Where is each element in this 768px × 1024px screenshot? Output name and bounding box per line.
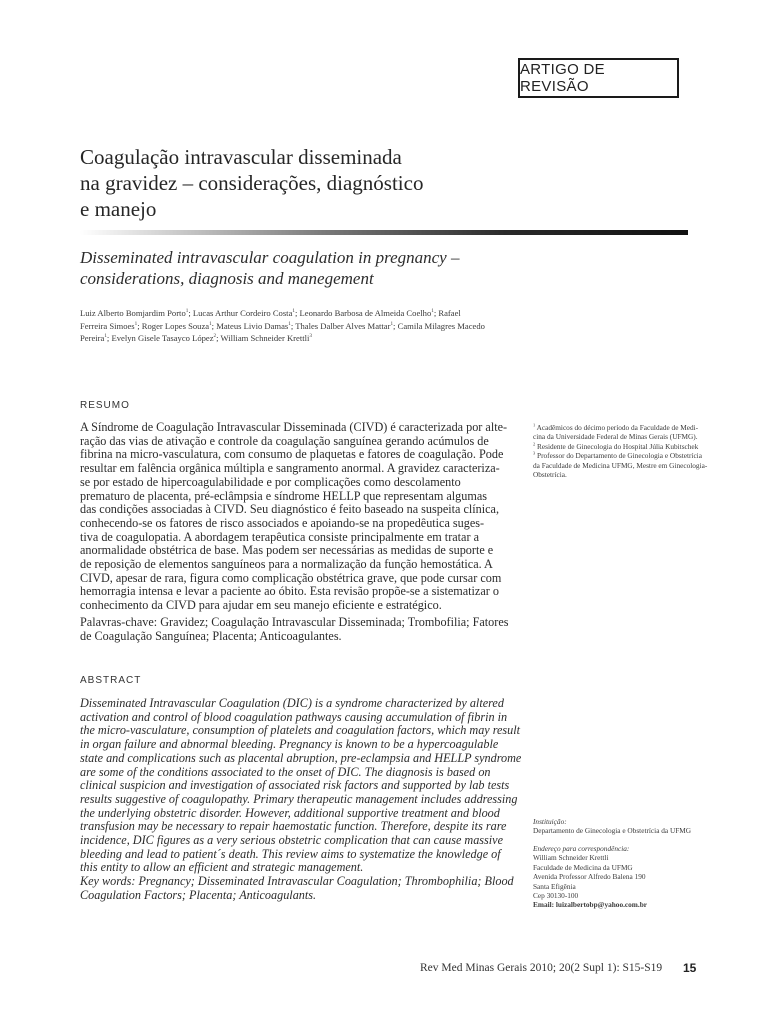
abstract-line: are some of the conditions associated to the onset of DIC. The diagnosis is based on xyxy=(80,764,491,779)
correspondence-line: Avenida Professor Alfredo Balena 190 xyxy=(533,872,646,882)
affiliations xyxy=(533,423,733,479)
affiliation-line: Obstetrícia. xyxy=(533,470,567,480)
resumo-line: das condições associadas à CIVD. Seu diagnóstico é feito baseado na suspeita clínica, xyxy=(80,502,499,517)
title-line: e manejo xyxy=(80,197,157,221)
author-line: Luiz Alberto Bomjardim Porto$^1$; Lucas Arthur Cordeiro Costa$^1$; Leonardo Barbosa de Almeida Coelho$^1$; Rafael xyxy=(80,308,461,318)
correspondence-email[interactable]: Email: luizalbertobp@yahoo.com.br xyxy=(533,900,648,910)
resumo-line: A Síndrome de Coagulação Intravascular Disseminada (CIVD) é caracterizada por alte- xyxy=(80,420,508,434)
author-list xyxy=(80,307,520,345)
author-line: Ferreira Simoes$^1$; Roger Lopes Souza$^1$; Mateus Livio Damas$^1$; Thales Dalber Alves Mattar$^1$; Camila Milagres Macedo xyxy=(80,320,485,331)
abstract-line: this entity to allow an efficient and strategic management. xyxy=(80,860,364,875)
abstract-line: transfusion may be necessary to repair haemostatic function. Therefore, despite its rare xyxy=(80,819,507,834)
abstract-line: incidence, DIC figures as a very serious obstetric complication that can cause massive xyxy=(80,833,503,848)
resumo-line: resultar em falência orgânica múltipla e sangramento anormal. A gravidez caracteriza- xyxy=(80,461,500,476)
article-title xyxy=(80,144,520,222)
resumo-line: prematuro de placenta, pré-eclâmpsia e síndrome HELLP que representam algumas xyxy=(80,488,487,503)
affiliation-line: $^2$ Residente de Ginecologia do Hospital Júlia Kubitschek xyxy=(533,441,699,451)
author-line: Pereira$^1$; Evelyn Gisele Tasayco López$^2$; William Schneider Krettli$^3$ xyxy=(80,333,312,343)
abstract-line: results suggestive of coagulopathy. Primary therapeutic management includes addressing xyxy=(80,791,518,806)
correspondence-line: Santa Efigênia xyxy=(533,881,576,891)
resumo-line: ração das vias de ativação e controle da coagulação sanguínea gerando acúmulos de xyxy=(80,433,489,448)
correspondence-block xyxy=(533,844,733,910)
abstract-line: in organ failure and abnormal bleeding. Pregnancy is known to be a hypercoagulable xyxy=(80,737,499,752)
abstract-line: state and complications such as placental abruption, pre-eclampsia and HELLP syndrome xyxy=(80,750,522,765)
institution-label: Instituição: xyxy=(533,817,567,826)
resumo-line: conhecendo-se os fatores de risco associados e apoiando-se na propedêutica suges- xyxy=(80,515,485,530)
resumo-line: anormalidade obstétrica de base. Mas podem ser necessárias as medidas de suporte e xyxy=(80,543,494,558)
subtitle-line: Disseminated intravascular coagulation in pregnancy – xyxy=(80,248,460,267)
abstract-line: the underlying obstetric disorder. However, additional supportive treatment and blood xyxy=(80,805,500,820)
resumo-line: tiva de coagulopatia. A abordagem terapêutica consiste principalmente em tratar a xyxy=(80,529,479,544)
abstract-keywords: Key words: Pregnancy; Disseminated Intravascular Coagulation; Thrombophilia; Blood xyxy=(80,874,514,889)
resumo-heading: RESUMO xyxy=(80,400,130,411)
institution-block xyxy=(533,817,733,836)
abstract-body xyxy=(80,697,520,903)
journal-citation: Rev Med Minas Gerais 2010; 20(2 Supl 1): S15-S19 xyxy=(420,962,663,974)
abstract-keywords-cont: Coagulation Factors; Placenta; Anticoagulants. xyxy=(80,887,317,902)
affiliation-line: cina da Universidade Federal de Minas Gerais (UFMG). xyxy=(533,432,698,442)
abstract-line: Disseminated Intravascular Coagulation (DIC) is a syndrome characterized by altered xyxy=(80,696,504,710)
title-line: na gravidez – considerações, diagnóstico xyxy=(80,171,424,195)
resumo-body xyxy=(80,421,520,643)
institution-value: Departamento de Ginecologia e Obstetrícia da UFMG xyxy=(533,826,692,836)
resumo-line: CIVD, apesar de rara, figura como complicação obstétrica grave, que pode cursar com xyxy=(80,570,502,585)
correspondence-line: William Schneider Krettli xyxy=(533,853,609,863)
english-title xyxy=(80,247,520,289)
page-number: 15 xyxy=(683,961,697,975)
resumo-line: hemorragia intensa e levar a paciente ao óbito. Esta revisão propõe-se a sistematizar o xyxy=(80,584,499,599)
abstract-line: the micro-vasculature, consumption of platelets and coagulation factors, which may result xyxy=(80,723,521,738)
affiliation-line: $^3$ Professor do Departamento de Ginecologia e Obstetrícia xyxy=(533,450,702,461)
affiliation-line: da Faculdade de Medicina UFMG, Mestre em Ginecologia- xyxy=(533,460,708,470)
correspondence-label: Endereço para correspondência: xyxy=(533,844,630,853)
affiliation-line: $^1$ Acadêmicos do décimo período da Faculdade de Medi- xyxy=(533,422,699,432)
keywords-label: Palavras-chave: xyxy=(80,614,158,629)
title-divider xyxy=(80,230,688,235)
abstract-line: clinical suspicion and investigation of associated risk factors and supported by lab tests xyxy=(80,778,510,793)
correspondence-line: Faculdade de Medicina da UFMG xyxy=(533,862,633,872)
abstract-heading: ABSTRACT xyxy=(80,675,142,686)
resumo-line: fibrina na micro-vasculatura, com consumo de plaquetas e fatores de coagulação. Pode xyxy=(80,447,504,462)
abstract-line: bleeding and lead to patient´s death. This review aims to systematize the knowledge of xyxy=(80,846,501,861)
keywords-label: Key words: xyxy=(80,874,136,889)
resumo-line: conhecimento da CIVD para ajudar em seu manejo eficiente e estratégico. xyxy=(80,598,442,613)
subtitle-line: considerations, diagnosis and manegement xyxy=(80,269,374,288)
correspondence-line: Cep 30130-100 xyxy=(533,891,579,901)
resumo-keywords-cont: de Coagulação Sanguínea; Placenta; Anticoagulantes. xyxy=(80,628,342,643)
title-line: Coagulação intravascular disseminada xyxy=(80,145,402,169)
resumo-line: de reposição de elementos sanguíneos para a normalização da função hemostática. A xyxy=(80,557,493,572)
article-type-label: ARTIGO DE REVISÃO xyxy=(518,58,679,98)
resumo-line: se por estado de hipercoagulabilidade e por complicações como descolamento xyxy=(80,474,461,489)
resumo-keywords: Palavras-chave: Gravidez; Coagulação Intravascular Disseminada; Trombofilia; Fatores xyxy=(80,614,509,629)
abstract-line: activation and control of blood coagulation pathways causing accumulation of fibrin in xyxy=(80,709,508,724)
